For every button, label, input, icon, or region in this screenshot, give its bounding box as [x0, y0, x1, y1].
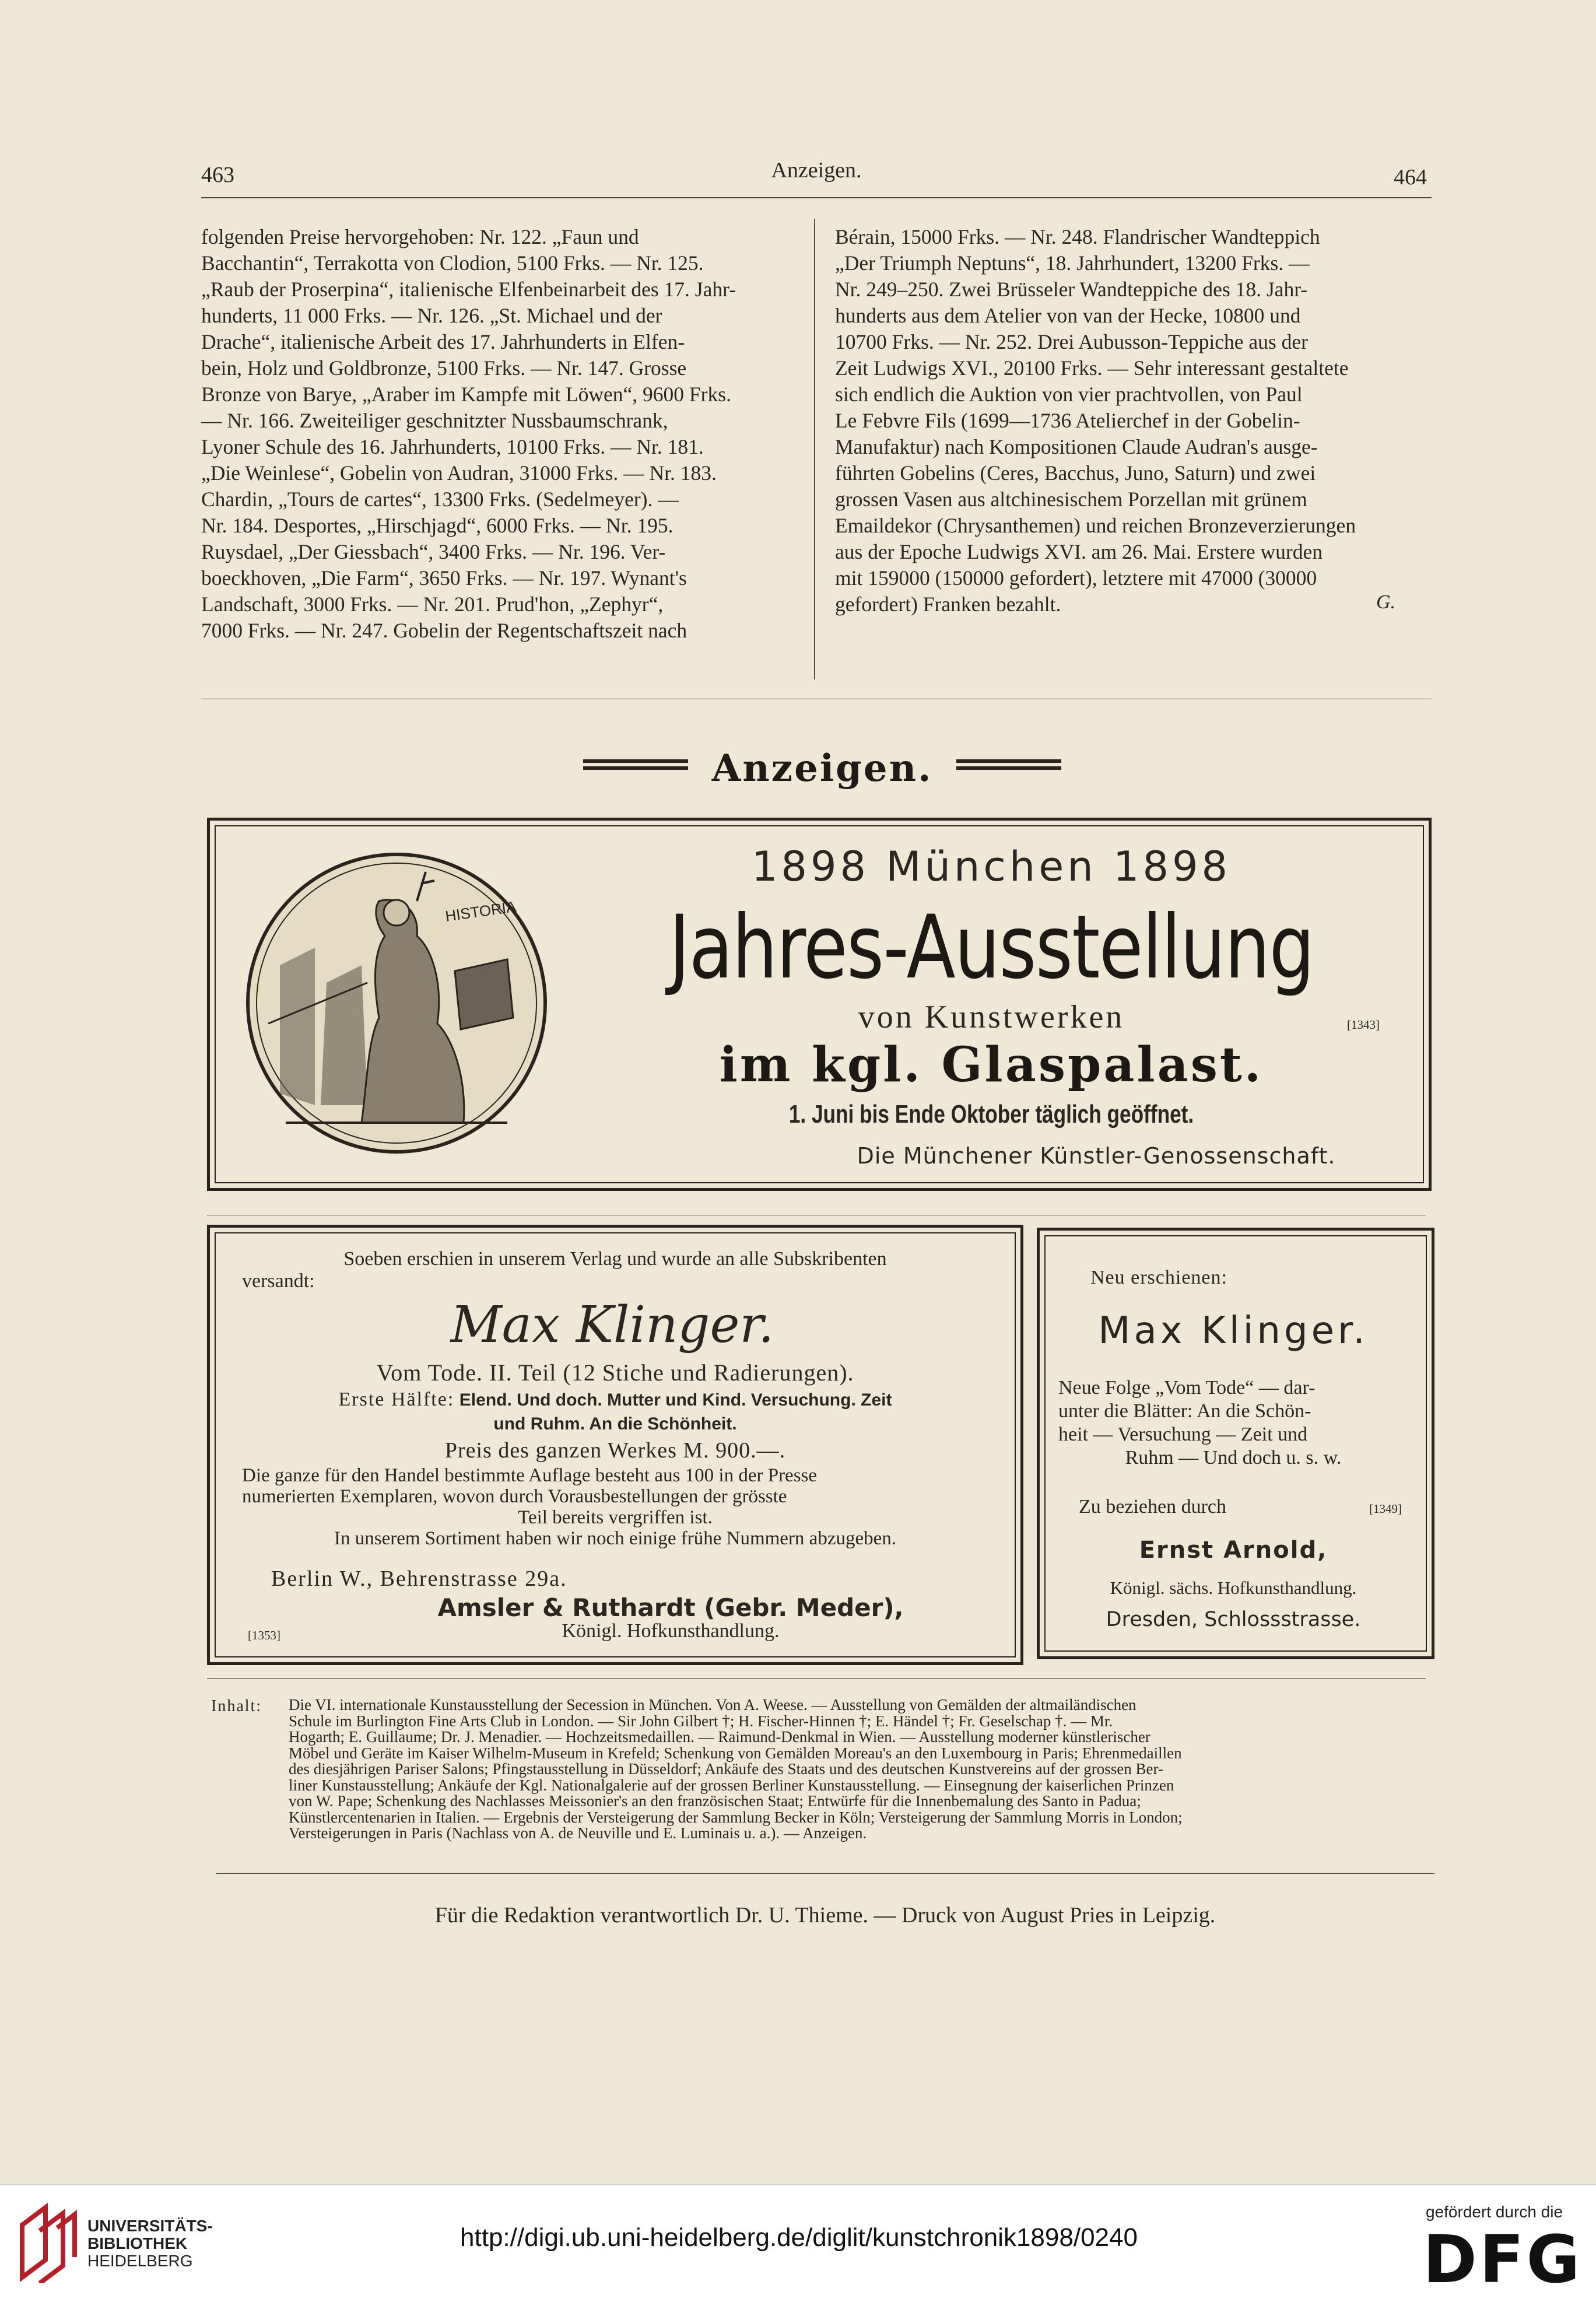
ad-intro: [242, 1248, 988, 1292]
first-half-label: Erste Hälfte:: [338, 1389, 455, 1410]
emblem-label: HISTORIA: [444, 898, 517, 925]
text-line: Emaildekor (Chrysanthemen) und reichen Bronzeverzierungen: [835, 514, 1356, 537]
ad-intro-line: versandt:: [242, 1270, 315, 1292]
text-line: folgenden Preise hervorgehoben: Nr. 122. „Faun und: [201, 225, 639, 248]
library-logo-icon: [16, 2202, 80, 2283]
funding-label: gefördert durch die: [1426, 2203, 1563, 2221]
text-line: Manufaktur) nach Kompositionen Claude Audran's ausge-: [835, 435, 1318, 458]
edition-note: [242, 1465, 988, 1549]
toc-line: Möbel und Geräte im Kaiser Wilhelm-Museum in Krefeld; Schenkung von Gemälden Moreau's an den Luxembourg in Paris; Ehrenmedaillen: [289, 1744, 1182, 1762]
dfg-logo: DFG: [1423, 2222, 1583, 2298]
exhibition-title: Jahres-Ausstellung: [669, 897, 1314, 998]
exhibition-venue: im kgl. Glaspalast.: [719, 1037, 1264, 1093]
library-name-line: UNIVERSITÄTS-: [87, 2217, 213, 2235]
text-line: hunderts aus dem Atelier von van der Hecke, 10800 und: [835, 304, 1301, 327]
dealer-body-line: Neue Folge „Vom Tode“ — dar-: [1058, 1377, 1316, 1399]
text-line: — Nr. 166. Zweiteiliger geschnitzter Nussbaumschrank,: [201, 409, 668, 432]
text-line: gefordert) Franken bezahlt.: [835, 593, 1061, 616]
text-line: Bérain, 15000 Frks. — Nr. 248. Flandrischer Wandteppich: [835, 225, 1320, 248]
seller-city: Dresden, Schlossstrasse.: [1106, 1608, 1361, 1631]
inhalt-label: Inhalt:: [211, 1697, 262, 1715]
table-of-contents: [289, 1697, 1437, 1842]
edition-note-line: In unserem Sortiment haben wir noch einige frühe Nummern abzugeben.: [334, 1528, 897, 1549]
inhalt-rule: [207, 1678, 1426, 1679]
text-line: sich endlich die Auktion von vier prachtvollen, von Paul: [835, 383, 1303, 406]
section-heading: Anzeigen.: [711, 747, 933, 790]
library-name-line: BIBLIOTHEK: [87, 2234, 188, 2252]
ad-reference: [1343]: [1347, 1018, 1380, 1032]
digitization-footer: [0, 2184, 1596, 2306]
text-line: Landschaft, 3000 Frks. — Nr. 201. Prud'hon, „Zephyr“,: [201, 593, 664, 616]
toc-line: liner Kunstausstellung; Ankäufe der Kgl. Nationalgalerie auf der grossen Berliner Kunstausstellung. — Einsegnung der kaiserlichen Prinzen: [289, 1776, 1174, 1794]
seller-subtitle: Königl. sächs. Hofkunsthandlung.: [1110, 1578, 1357, 1598]
klinger-script-name: Max Klinger.: [450, 1296, 774, 1354]
exhibition-dates: 1. Juni bis Ende Oktober täglich geöffnet.: [788, 1100, 1194, 1129]
text-line: „Der Triumph Neptuns“, 18. Jahrhundert, 13200 Frks. —: [835, 251, 1310, 275]
text-line: „Die Weinlese“, Gobelin von Audran, 31000 Frks. — Nr. 183.: [201, 461, 717, 485]
toc-line: Hogarth; E. Guillaume; Dr. J. Menadier. — Hochzeitsmedaillen. — Raimund-Denkmal in Wien. — Ausstellung moderner künstlerischer: [289, 1728, 1150, 1746]
heading-ornament-right: [956, 759, 1061, 770]
text-line: 7000 Frks. — Nr. 247. Gobelin der Regentschaftszeit nach: [201, 619, 687, 642]
order-label: Zu beziehen durch: [1079, 1496, 1226, 1518]
text-line: Lyoner Schule des 16. Jahrhunderts, 10100 Frks. — Nr. 181.: [201, 435, 704, 458]
text-line: Zeit Ludwigs XVI., 20100 Frks. — Sehr interessant gestaltete: [835, 356, 1349, 380]
dealer-body-line: unter die Blätter: An die Schön-: [1058, 1400, 1311, 1422]
imprint: Für die Redaktion verantwortlich Dr. U. Thieme. — Druck von August Pries in Leipzig.: [434, 1903, 1216, 1927]
dealer-body-line: heit — Versuchung — Zeit und: [1058, 1424, 1308, 1445]
exhibition-organizer: Die Münchener Künstler-Genossenschaft.: [857, 1143, 1336, 1169]
text-line: aus der Epoche Ludwigs XVI. am 26. Mai. Erstere wurden: [835, 540, 1323, 563]
edition-note-line: Teil bereits vergriffen ist.: [518, 1507, 713, 1528]
page-number-right: 464: [1394, 165, 1427, 190]
imprint-rule: [216, 1873, 1434, 1874]
work-title: Vom Tode. II. Teil (12 Stiche und Radierungen).: [376, 1359, 854, 1386]
text-line: Le Febvre Fils (1699—1736 Atelierchef in der Gobelin-: [835, 409, 1300, 432]
library-name: [87, 2217, 213, 2270]
text-line: boeckhoven, „Die Farm“, 3650 Frks. — Nr. 197. Wynant's: [201, 566, 687, 590]
text-line: Nr. 249–250. Zwei Brüsseler Wandteppiche des 18. Jahr-: [835, 278, 1308, 301]
first-half-items: Elend. Und doch. Mutter und Kind. Versuchung. Zeit: [459, 1390, 892, 1410]
left-text-column: [201, 224, 802, 644]
running-title: Anzeigen.: [771, 158, 862, 183]
seller-name: Ernst Arnold,: [1139, 1537, 1328, 1564]
text-line: führten Gobelins (Ceres, Bacchus, Juno, Saturn) und zwei: [835, 461, 1316, 485]
text-line: hunderts, 11 000 Frks. — Nr. 126. „St. Michael und der: [201, 304, 662, 327]
right-text-column: [835, 224, 1436, 618]
edition-note-line: numerierten Exemplaren, wovon durch Vorausbestellungen der grösste: [242, 1486, 787, 1507]
text-line: „Raub der Proserpina“, italienische Elfenbeinarbeit des 17. Jahr-: [201, 278, 736, 301]
first-half-items-2: und Ruhm. An die Schönheit.: [493, 1414, 737, 1434]
new-release-label: Neu erschienen:: [1090, 1267, 1227, 1288]
toc-line: des diesjährigen Pariser Salons; Pfingstausstellung in Düsseldorf; Ankäufe des Staats und des deutschen Kunstvereins auf der grossen Ber-: [289, 1760, 1163, 1778]
text-line: Nr. 184. Desportes, „Hirschjagd“, 6000 Frks. — Nr. 195.: [201, 514, 674, 537]
ad-intro-line: Soeben erschien in unserem Verlag und wurde an alle Subskribenten: [343, 1248, 887, 1270]
toc-line: Schule im Burlington Fine Arts Club in London. — Sir John Gilbert †; H. Fischer-Hinnen †; E. Händel †; Fr. Geselschap †. — Mr.: [289, 1712, 1113, 1730]
publisher-address: Berlin W., Behrenstrasse 29a.: [271, 1566, 567, 1591]
library-name-line: HEIDELBERG: [87, 2252, 193, 2270]
first-half: [242, 1388, 988, 1436]
header-rule: [201, 197, 1432, 198]
text-line: bein, Holz und Goldbronze, 5100 Frks. — Nr. 147. Grosse: [201, 356, 687, 380]
text-line: Chardin, „Tours de cartes“, 13300 Frks. (Sedelmeyer). —: [201, 488, 679, 511]
toc-line: Künstlercentenarien in Italien. — Ergebnis der Versteigerung der Sammlung Becker in Köln; Versteigerung der Sammlung Morris in London;: [289, 1808, 1183, 1826]
edition-note-line: Die ganze für den Handel bestimmte Auflage besteht aus 100 in der Presse: [242, 1465, 818, 1486]
ad-reference: [1353]: [248, 1628, 280, 1642]
page-number-left: 463: [201, 163, 234, 187]
permalink[interactable]: http://digi.ub.uni-heidelberg.de/diglit/kunstchronik1898/0240: [460, 2223, 1138, 2252]
historia-emblem: [233, 849, 560, 1158]
signature-initial: G.: [1376, 591, 1396, 613]
text-line: Drache“, italienische Arbeit des 17. Jahrhunderts in Elfen-: [201, 330, 685, 353]
text-line: grossen Vasen aus altchinesischem Porzellan mit grünem: [835, 488, 1307, 511]
exhibition-year-line: 1898 München 1898: [751, 843, 1232, 891]
column-divider: [814, 219, 815, 679]
text-line: Ruysdael, „Der Giessbach“, 3400 Frks. — Nr. 196. Ver-: [201, 540, 666, 563]
toc-line: Die VI. internationale Kunstausstellung der Secession in München. Von A. Weese. — Ausstellung von Gemälden der altmailändischen: [289, 1696, 1137, 1713]
text-line: Bronze von Barye, „Araber im Kampfe mit Löwen“, 9600 Frks.: [201, 383, 731, 406]
dealer-body-line: Ruhm — Und doch u. s. w.: [1125, 1447, 1342, 1469]
text-line: 10700 Frks. — Nr. 252. Drei Aubusson-Teppiche aus der: [835, 330, 1308, 353]
toc-line: Versteigerungen in Paris (Nachlass von A. de Neuville und E. Luminais u. a.). — Anzeigen.: [289, 1824, 867, 1842]
dealer-body: [1058, 1376, 1408, 1470]
exhibition-subtitle: von Kunstwerken: [858, 999, 1125, 1035]
price: Preis des ganzen Werkes M. 900.—.: [444, 1438, 786, 1463]
dealer-klinger-name: Max Klinger.: [1098, 1309, 1369, 1352]
ad-reference: [1349]: [1369, 1502, 1402, 1516]
toc-line: von W. Pape; Schenkung des Nachlasses Meissonier's an den französischen Staat; Entwürfe für die Innenbemalung des Santo in Padua;: [289, 1792, 1141, 1810]
text-line: Bacchantin“, Terrakotta von Clodion, 5100 Frks. — Nr. 125.: [201, 251, 704, 275]
text-line: mit 159000 (150000 gefordert), letztere mit 47000 (30000: [835, 566, 1317, 590]
publisher-name: Amsler & Ruthardt (Gebr. Meder),: [437, 1593, 904, 1622]
publisher-subtitle: Königl. Hofkunsthandlung.: [562, 1620, 780, 1642]
